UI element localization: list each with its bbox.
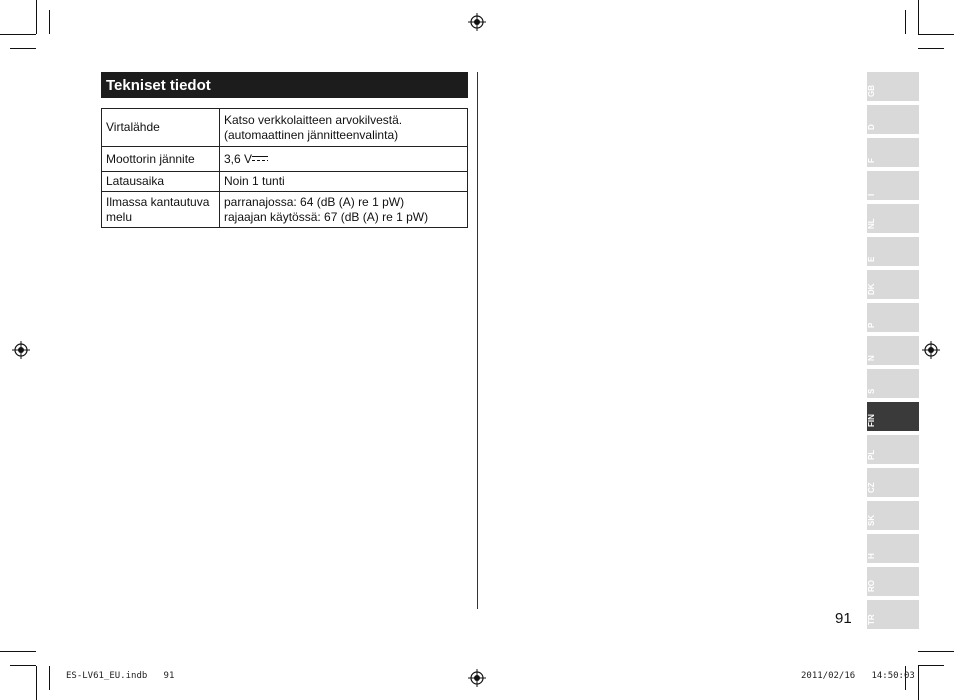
- registration-mark-icon: [468, 13, 486, 31]
- language-tab[interactable]: [867, 204, 919, 233]
- language-tab[interactable]: [867, 72, 919, 101]
- crop-mark: [918, 665, 944, 666]
- language-tab[interactable]: [867, 501, 919, 530]
- spec-value-line: Katso verkkolaitteen arvokilvestä.: [224, 112, 403, 127]
- crop-mark: [0, 651, 36, 652]
- spec-key: Latausaika: [102, 172, 220, 192]
- language-tab-label: E: [867, 256, 876, 262]
- table-row: [102, 192, 468, 228]
- language-tab[interactable]: [867, 600, 919, 629]
- crop-mark: [905, 10, 906, 34]
- spec-key: Ilmassa kantautuva melu: [102, 192, 220, 228]
- spec-value-line: (automaattinen jännitteenvalinta): [224, 127, 399, 142]
- crop-mark: [10, 48, 36, 49]
- crop-mark: [918, 651, 954, 652]
- language-tab-label: CZ: [867, 482, 876, 493]
- spec-value-line: 3,6 V: [224, 151, 253, 166]
- language-tab[interactable]: [867, 138, 919, 167]
- registration-mark-icon: [12, 341, 30, 359]
- crop-mark: [49, 666, 50, 690]
- page-number: 91: [835, 610, 852, 627]
- language-tab-label: F: [867, 158, 876, 163]
- dc-symbol-icon: [252, 155, 268, 163]
- language-tab-label: RO: [867, 580, 876, 592]
- language-tab-label: DK: [867, 283, 876, 295]
- language-tab[interactable]: [867, 468, 919, 497]
- crop-mark: [0, 34, 36, 35]
- language-tab[interactable]: [867, 534, 919, 563]
- language-tab-active[interactable]: [867, 402, 919, 431]
- crop-mark: [36, 666, 37, 700]
- spec-value: Noin 1 tunti: [220, 172, 468, 192]
- column-divider: [477, 72, 478, 609]
- crop-mark: [918, 48, 944, 49]
- spec-value-line: parranajossa: 64 (dB (A) re 1 pW): [224, 194, 405, 209]
- spec-value: [220, 147, 468, 172]
- language-tab-label: N: [867, 355, 876, 361]
- language-tab[interactable]: [867, 237, 919, 266]
- spec-key: Moottorin jännite: [102, 147, 220, 172]
- spec-key: Virtalähde: [102, 109, 220, 147]
- crop-mark: [918, 34, 954, 35]
- language-tab[interactable]: [867, 270, 919, 299]
- language-tab-label: P: [867, 322, 876, 328]
- language-tab-label: GB: [867, 85, 876, 97]
- crop-mark: [36, 0, 37, 34]
- footer-file-info: ES-LV61_EU.indb 91: [66, 671, 175, 681]
- language-tab[interactable]: [867, 435, 919, 464]
- language-tab[interactable]: [867, 105, 919, 134]
- language-tab-label: I: [867, 193, 876, 196]
- language-tab-label: NL: [867, 218, 876, 229]
- spec-value-line: rajaajan käytössä: 67 (dB (A) re 1 pW): [224, 209, 429, 224]
- crop-mark: [10, 665, 36, 666]
- spec-value: [220, 192, 468, 228]
- language-tab-label: H: [867, 553, 876, 559]
- language-tab-label: PL: [867, 449, 876, 460]
- crop-mark: [49, 10, 50, 34]
- table-row: [102, 172, 468, 192]
- language-tab[interactable]: [867, 567, 919, 596]
- footer-timestamp: 2011/02/16 14:50:03: [801, 671, 915, 681]
- table-row: [102, 147, 468, 172]
- language-tab[interactable]: [867, 336, 919, 365]
- language-tab-label: TR: [867, 614, 876, 625]
- registration-mark-icon: [922, 341, 940, 359]
- section-title: Tekniset tiedot: [101, 72, 468, 98]
- language-tab-label: FIN: [867, 414, 876, 427]
- language-tab[interactable]: [867, 171, 919, 200]
- language-tab-label: S: [867, 388, 876, 394]
- language-tab[interactable]: [867, 303, 919, 332]
- registration-mark-icon: [468, 669, 486, 687]
- spec-value: [220, 109, 468, 147]
- language-tab-label: D: [867, 124, 876, 130]
- language-tab-label: SK: [867, 514, 876, 526]
- spec-table: [101, 108, 468, 228]
- table-row: [102, 109, 468, 147]
- crop-mark: [918, 666, 919, 700]
- crop-mark: [918, 0, 919, 34]
- language-tab[interactable]: [867, 369, 919, 398]
